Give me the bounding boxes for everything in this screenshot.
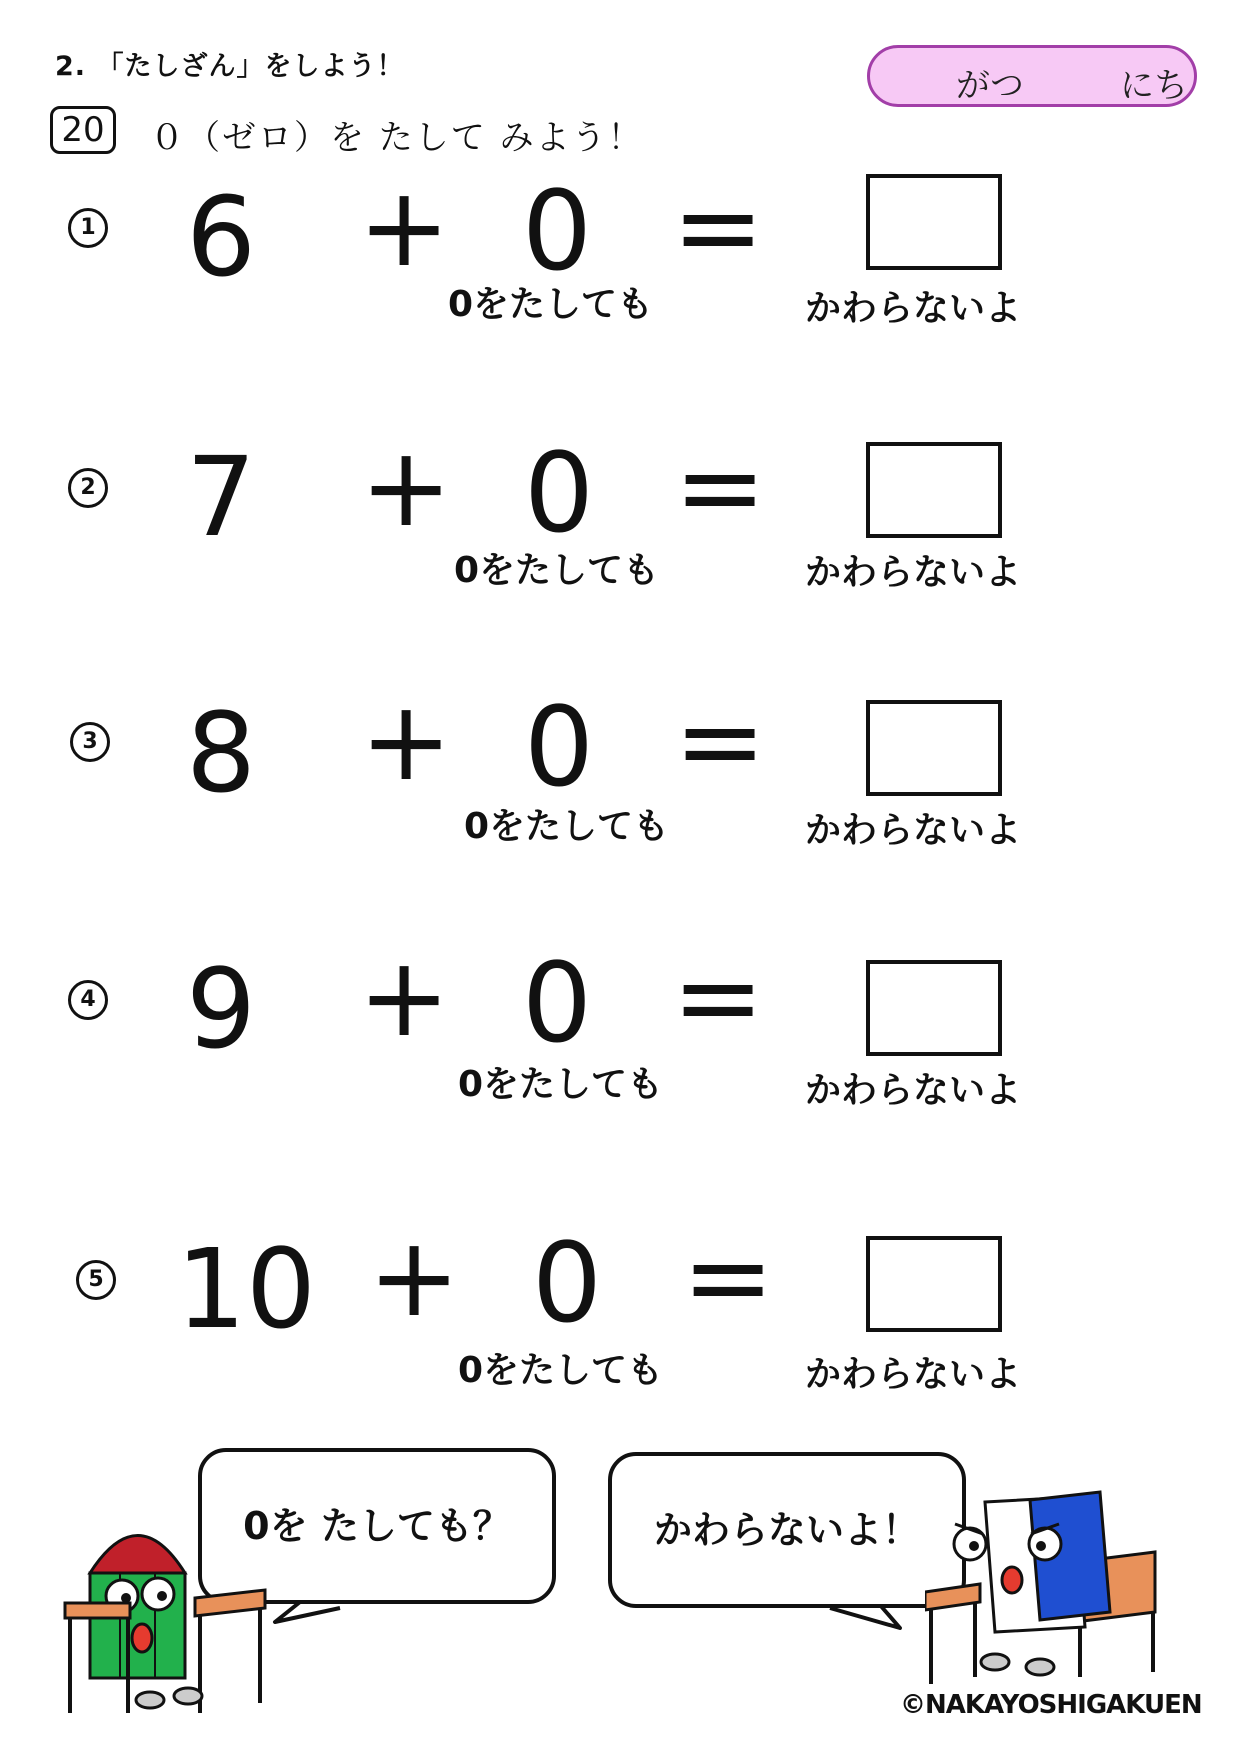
- lesson-number-badge: 20: [50, 106, 116, 154]
- problem-number: 3: [70, 722, 110, 762]
- instruction-text: ０（ゼロ）を たして みよう！: [150, 118, 644, 158]
- equals-sign: =: [674, 677, 767, 805]
- addend-2: 0: [524, 429, 594, 557]
- addend-2: 0: [522, 167, 592, 295]
- copyright-text: ©NAKAYOSHIGAKUEN: [900, 1690, 1202, 1720]
- hint-no-change: かわらないよ: [805, 810, 1022, 851]
- plus-sign: +: [360, 677, 453, 805]
- day-label: にち: [1120, 66, 1188, 106]
- hint-no-change: かわらないよ: [805, 1354, 1022, 1395]
- hint-add-zero: 0をたしても: [448, 284, 654, 325]
- addend-1: 9: [186, 945, 256, 1073]
- plus-sign: +: [360, 423, 453, 551]
- plus-sign: +: [358, 933, 451, 1061]
- addend-1: 8: [186, 689, 256, 817]
- bubble-right-text: かわらないよ！: [653, 1508, 920, 1552]
- hint-add-zero: 0をたしても: [464, 806, 670, 847]
- addend-1: 6: [186, 173, 256, 301]
- month-label: がつ: [956, 66, 1024, 106]
- equals-sign: =: [672, 163, 765, 291]
- addend-1: 7: [186, 433, 256, 561]
- hint-add-zero: 0をたしても: [454, 550, 660, 591]
- hint-add-zero: 0をたしても: [458, 1350, 664, 1391]
- equals-sign: =: [674, 423, 767, 551]
- bubble-left-text: 0を たしても？: [243, 1504, 511, 1548]
- equals-sign: =: [682, 1213, 775, 1341]
- addend-2: 0: [522, 939, 592, 1067]
- hint-add-zero: 0をたしても: [458, 1064, 664, 1105]
- problem-number: 4: [68, 980, 108, 1020]
- problem-number: 2: [68, 468, 108, 508]
- plus-sign: +: [358, 163, 451, 291]
- hint-no-change: かわらないよ: [805, 288, 1022, 329]
- hint-no-change: かわらないよ: [805, 552, 1022, 593]
- problem-number: 1: [68, 208, 108, 248]
- addend-1: 10: [176, 1225, 316, 1353]
- section-title: 2. 「たしざん」をしよう！: [55, 51, 405, 82]
- hint-no-change: かわらないよ: [805, 1070, 1022, 1111]
- addend-2: 0: [532, 1219, 602, 1347]
- plus-sign: +: [368, 1213, 461, 1341]
- equals-sign: =: [672, 933, 765, 1061]
- problem-number: 5: [76, 1260, 116, 1300]
- eraser-character-at-desk-icon: [925, 1462, 1185, 1692]
- pencil-character-at-desk-icon: [60, 1478, 280, 1718]
- speech-bubble-right: [608, 1452, 966, 1608]
- addend-2: 0: [524, 683, 594, 811]
